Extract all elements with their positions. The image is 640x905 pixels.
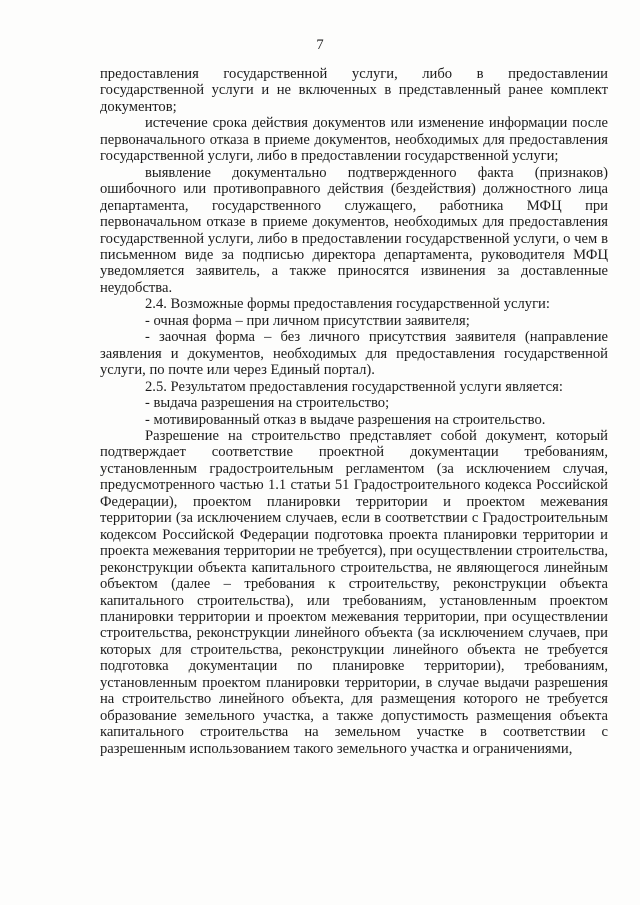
paragraph-error-detection: выявление документально подтвержденного факта (признаков) ошибочного или противоправного действия (бездействия) должностного лица департамента, государственного служащего, работника МФЦ при первоначальном отказе в приеме документов, необходимых для предоставления государственной услуги, либо в предоставлении государственной услуги, о чем в письменном виде за подписью директора департамента, руководителя МФЦ уведомляется заявитель, а также приносятся извинения за доставленные неудобства. bbox=[100, 164, 608, 296]
document-body bbox=[100, 66, 608, 757]
list-item-permit-refusal: - мотивированный отказ в выдаче разрешения на строительство. bbox=[145, 411, 546, 428]
list-item-in-person-form: - очная форма – при личном присутствии заявителя; bbox=[145, 312, 470, 329]
paragraph-permit-definition: Разрешение на строительство представляет собой документ, который подтверждает соответствие проектной документации требованиям, установленным градостроительным регламентом (за исключением случая, предусмотренного частью 1.1 статьи 51 Градостроительного кодекса Российской Федерации), проектом планировки территории и проектом межевания территории (за исключением случаев, если в соответствии с Градостроительным кодексом Российской Федерации подготовка проекта планировки территории и проекта межевания территории не требуется), при осуществлении строительства, реконструкции объекта капитального строительства, не являющегося линейным объектом (далее – требования к строительству, реконструкции объекта капитального строительства), или требованиям, установленным проектом планировки территории и проектом межевания территории, при осуществлении строительства, реконструкции линейного объекта (за исключением случаев, при которых для строительства, реконструкции линейного объекта не требуется подготовка документации по планировке территории), требованиям, установленным проектом планировки территории, в случае выдачи разрешения на строительство линейного объекта, для размещения которого не требуется образование земельного участка, а также допустимость размещения объекта капитального строительства на земельном участке в соответствии с разрешенным использованием такого земельного участка и ограничениями, bbox=[100, 427, 608, 757]
paragraph-section-2-5: 2.5. Результатом предоставления государственной услуги является: bbox=[145, 378, 563, 395]
list-item-permit-issue: - выдача разрешения на строительство; bbox=[145, 395, 390, 412]
paragraph-section-2-4: 2.4. Возможные формы предоставления государственной услуги: bbox=[145, 296, 550, 313]
list-item-remote-form: - заочная форма – без личного присутствия заявителя (направление заявления и документов, необходимых для предоставления государственной услуги, по почте или через Единый портал). bbox=[100, 329, 608, 379]
paragraph-continuation: предоставления государственной услуги, либо в предоставлении государственной услуги и не включенных в представленный ранее комплект документов; bbox=[100, 66, 608, 115]
page-number: 7 bbox=[316, 37, 324, 53]
paragraph-document-expiry: истечение срока действия документов или изменение информации после первоначального отказа в приеме документов, необходимых для предоставления государственной услуги, либо в предоставлении государственной услуги; bbox=[100, 115, 608, 165]
